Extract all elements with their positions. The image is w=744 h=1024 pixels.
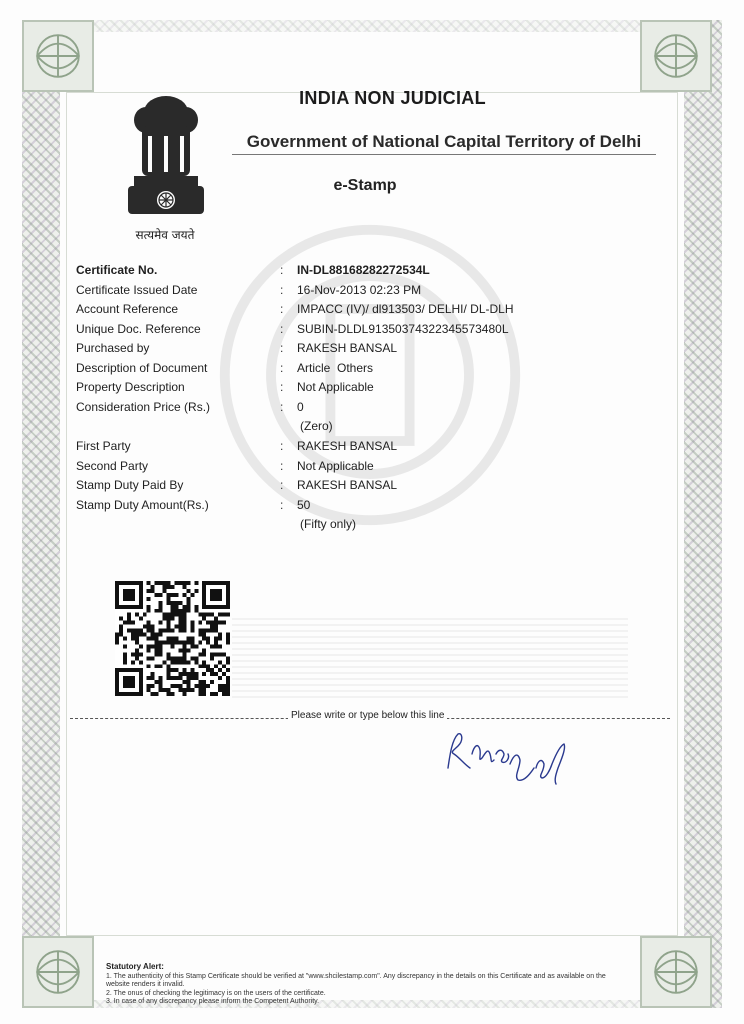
corner-ornament-bottom-left xyxy=(22,936,94,1008)
border-right xyxy=(684,20,722,1008)
detail-colon: : xyxy=(280,458,284,473)
detail-label: Stamp Duty Amount(Rs.) xyxy=(76,497,209,512)
detail-label: Second Party xyxy=(76,458,149,473)
detail-row xyxy=(76,437,636,457)
detail-colon: : xyxy=(280,497,284,512)
corner-ornament-bottom-right xyxy=(640,936,712,1008)
detail-colon: : xyxy=(280,360,284,375)
detail-colon: : xyxy=(280,439,284,453)
certificate-details xyxy=(76,261,636,535)
detail-row xyxy=(76,339,636,359)
detail-value: RAKESH BANSAL xyxy=(297,478,398,492)
detail-label: Property Description xyxy=(76,380,185,394)
detail-colon: : xyxy=(280,380,284,394)
border-top xyxy=(22,20,722,32)
qr-code xyxy=(115,581,230,696)
detail-value: RAKESH BANSAL xyxy=(297,439,398,453)
detail-row xyxy=(76,300,636,320)
detail-label: Consideration Price (Rs.) xyxy=(76,399,211,414)
detail-row xyxy=(76,398,636,418)
detail-label: Description of Document xyxy=(76,360,208,375)
detail-label: Certificate Issued Date xyxy=(76,282,198,297)
detail-row xyxy=(76,261,636,281)
corner-ornament-top-left xyxy=(22,20,94,92)
detail-row xyxy=(76,281,636,301)
detail-label: Account Reference xyxy=(76,302,179,316)
stamp-type-heading: e-Stamp xyxy=(333,177,397,194)
detail-subrow xyxy=(76,417,636,437)
handwritten-signature xyxy=(438,724,578,800)
statutory-alert-item: 2. The onus of checking the legitimacy is on the users of the certificate. xyxy=(106,989,326,997)
document-title: INDIA NON JUDICIAL xyxy=(299,88,486,108)
detail-row xyxy=(76,320,636,340)
detail-row xyxy=(76,359,636,379)
detail-colon: : xyxy=(280,478,284,492)
statutory-alert-title: Statutory Alert: xyxy=(106,962,164,971)
detail-subrow xyxy=(76,515,636,535)
statutory-alert-item: 1. The authenticity of this Stamp Certificate should be verified at "www.shcilestamp.com". Any discrepancy in the details on this Certificate and as available on the website renders it invalid. xyxy=(106,973,606,989)
detail-label: Purchased by xyxy=(76,341,150,355)
detail-value: 16-Nov-2013 02:23 PM xyxy=(297,282,422,297)
faded-print-area xyxy=(232,614,628,698)
detail-value: 50 xyxy=(297,497,311,512)
consideration-in-words: (Zero) xyxy=(300,419,333,433)
detail-colon: : xyxy=(280,399,284,414)
detail-value: Not Applicable xyxy=(297,380,374,394)
detail-value: RAKESH BANSAL xyxy=(297,341,398,355)
detail-label: First Party xyxy=(76,439,131,453)
detail-colon: : xyxy=(280,341,284,355)
detail-value: Not Applicable xyxy=(297,458,374,473)
detail-label: Unique Doc. Reference xyxy=(76,321,201,336)
detail-row xyxy=(76,496,636,516)
amount-in-words: (Fifty only) xyxy=(300,517,357,531)
detail-row xyxy=(76,476,636,496)
detail-colon: : xyxy=(280,263,284,277)
corner-ornament-top-right xyxy=(640,20,712,92)
write-below-instruction: Please write or type below this line xyxy=(288,710,447,721)
detail-label: Stamp Duty Paid By xyxy=(76,478,184,492)
detail-colon: : xyxy=(280,282,284,297)
detail-value: SUBIN-DLDL91350374322345573480L xyxy=(297,321,509,336)
ashoka-emblem xyxy=(118,90,214,222)
border-left xyxy=(22,20,60,1008)
detail-colon: : xyxy=(280,321,284,336)
statutory-alert-item: 3. In case of any discrepancy please inform the Competent Authority. xyxy=(106,997,320,1005)
detail-value: Article Others xyxy=(297,360,374,375)
statutory-alert xyxy=(106,963,626,1006)
detail-value: IN-DL88168282272534L xyxy=(297,263,430,277)
government-heading: Government of National Capital Territory of Delhi xyxy=(232,132,656,155)
detail-value: IMPACC (IV)/ dl913503/ DELHI/ DL-DLH xyxy=(297,302,514,316)
detail-colon: : xyxy=(280,302,284,316)
detail-label: Certificate No. xyxy=(76,263,158,277)
detail-row xyxy=(76,457,636,477)
detail-row xyxy=(76,378,636,398)
emblem-motto: सत्यमेव जयते xyxy=(135,228,195,242)
detail-value: 0 xyxy=(297,399,304,414)
